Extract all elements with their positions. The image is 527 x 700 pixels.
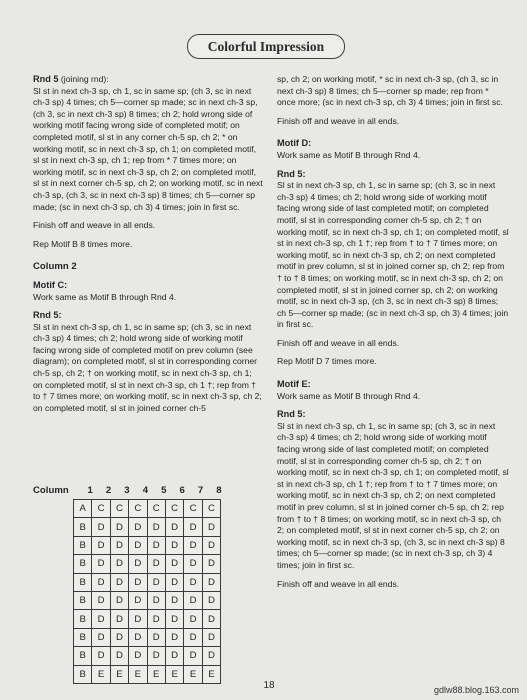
grid-cell: E	[165, 665, 183, 683]
page-number: 18	[263, 680, 275, 691]
finish-text: Finish off and weave in all ends.	[277, 337, 400, 348]
motif-c-heading: Motif C:	[33, 279, 68, 290]
grid-cell: D	[165, 518, 183, 536]
grid-cell: D	[92, 536, 110, 554]
grid-cell: E	[184, 665, 202, 683]
motif-d-text: Work same as Motif B through Rnd 4.	[277, 149, 421, 160]
grid-row	[74, 573, 221, 591]
grid-cell: D	[110, 536, 128, 554]
grid-cell: D	[92, 555, 110, 573]
grid-cell: D	[202, 591, 220, 609]
grid-cell: D	[110, 518, 128, 536]
grid-cell: E	[202, 665, 220, 683]
grid-cell: B	[74, 628, 92, 646]
grid-cell: D	[92, 518, 110, 536]
grid-row	[74, 647, 221, 665]
grid-cell: C	[184, 500, 202, 518]
grid-cell: B	[74, 555, 92, 573]
grid-cell: D	[147, 628, 165, 646]
left-column	[33, 74, 263, 414]
column-number: 1	[87, 484, 93, 496]
grid-row	[74, 591, 221, 609]
grid-cell: D	[92, 647, 110, 665]
motif-e-heading: Motif E:	[277, 379, 311, 390]
grid-cell: D	[129, 647, 147, 665]
grid-cell: D	[129, 591, 147, 609]
grid-cell: D	[165, 573, 183, 591]
grid-cell: D	[202, 518, 220, 536]
diagram-column-header	[33, 483, 228, 497]
grid-cell: B	[74, 518, 92, 536]
column-number: 7	[197, 484, 204, 496]
grid-cell: D	[165, 647, 183, 665]
grid-cell: D	[184, 591, 202, 609]
motif-grid	[73, 499, 221, 684]
grid-cell: A	[74, 500, 92, 518]
grid-row	[74, 500, 221, 518]
right-column	[277, 74, 509, 590]
grid-cell: D	[110, 647, 128, 665]
grid-cell: D	[129, 610, 147, 628]
rnd5-instructions: Sl st in next ch-3 sp, ch 1, sc in same sp; (ch 3, sc in next ch-3 sp) 4 times; ch 5—corner sp made; sc in next ch-3 sp, (ch 3, sc in next ch-3 sp) 8 times; ch 2; hold wrong side of working motif facing wrong side of completed motif; on completed motif, sl st in any corner ch-5 sp, ch 2; * on working motif, sc in next ch-3 sp, ch 1; on completed motif, sl st in next ch-3 sp, ch 1; rep from * 7 times more; on working motif, sc in next ch-3 sp, ch 2; on completed motif, sl st in next corner ch-5 sp, ch 2; on working motif, sc in next ch-3 sp, (ch 3, sc in next ch-3 sp) 8 times; ch 5—corner sp made; (sc in next ch-3 sp, ch 3) 4 times; join in first sc.	[33, 85, 263, 212]
column-number: 5	[161, 484, 167, 496]
grid-row	[74, 555, 221, 573]
grid-cell: D	[202, 628, 220, 646]
grid-cell: D	[92, 628, 110, 646]
grid-cell: C	[147, 500, 165, 518]
motif-e-text: Work same as Motif B through Rnd 4.	[277, 390, 421, 401]
grid-cell: D	[147, 573, 165, 591]
grid-cell: D	[147, 518, 165, 536]
grid-cell: D	[165, 555, 183, 573]
grid-cell: D	[110, 628, 128, 646]
rnd5-e-heading: Rnd 5:	[277, 409, 306, 420]
grid-cell: B	[74, 536, 92, 554]
grid-cell: D	[165, 628, 183, 646]
grid-cell: C	[92, 500, 110, 518]
grid-cell: C	[165, 500, 183, 518]
grid-cell: D	[110, 591, 128, 609]
grid-cell: D	[202, 573, 220, 591]
column-number: 3	[124, 484, 130, 496]
motif-d-heading: Motif D:	[277, 138, 312, 149]
column-number: 2	[105, 484, 112, 496]
column-number: 4	[142, 484, 149, 496]
grid-cell: D	[147, 647, 165, 665]
grid-cell: D	[165, 610, 183, 628]
grid-cell: D	[92, 591, 110, 609]
grid-cell: E	[92, 665, 110, 683]
grid-cell: E	[110, 665, 128, 683]
grid-cell: D	[184, 573, 202, 591]
grid-cell: B	[74, 591, 92, 609]
assembly-diagram	[33, 483, 228, 684]
grid-cell: D	[184, 536, 202, 554]
finish-text: Finish off and weave in all ends.	[277, 578, 400, 589]
rnd5-d-heading: Rnd 5:	[277, 168, 306, 179]
rnd5-c-instructions: Sl st in next ch-3 sp, ch 1, sc in same sp; (ch 3, sc in next ch-3 sp) 4 times; ch 2; hold wrong side of working motif facing wrong side of completed motif on prev column (see diagram); on completed motif, sl st in corresponding corner ch-5 sp, ch 2; † on working motif, sc in next ch-3 sp, ch 1; on completed motif, sl st in next ch-3 sp, ch 1 †; rep from † to † 7 times more; on working motif, sc in next ch-3 sp, ch 2; on completed motif, sl st in joined corner ch-5	[33, 321, 262, 413]
grid-cell: D	[202, 536, 220, 554]
diagram-column-label: Column	[33, 484, 69, 496]
grid-cell: D	[184, 555, 202, 573]
grid-cell: D	[165, 591, 183, 609]
repeat-text: Rep Motif D 7 times more.	[277, 356, 377, 367]
grid-cell: D	[202, 555, 220, 573]
grid-cell: C	[129, 500, 147, 518]
continued-text: sp, ch 2; on working motif, * sc in next ch-3 sp, (ch 3, sc in next ch-3 sp) 8 times; ch 5—corner sp made; rep from * once more; (sc in next ch-3 sp, ch 3) 4 times; join in first sc.	[277, 74, 503, 108]
grid-cell: E	[129, 665, 147, 683]
grid-cell: D	[110, 555, 128, 573]
grid-cell: D	[147, 591, 165, 609]
page-title: Colorful Impression	[187, 34, 345, 59]
watermark: gdlw88.blog.163.com	[433, 685, 519, 695]
rnd5-d-instructions: Sl st in next ch-3 sp, ch 1, sc in same sp; (ch 3, sc in next ch-3 sp) 4 times; ch 2; hold wrong side of working motif facing wrong side of last completed motif; on completed motif, sl st in corresponding corner ch-5 sp, ch 2; † on working motif, sc in next ch-3 sp, ch 1; on completed motif, sl st in next ch-3 sp, ch 1 †; rep from † to † 7 times more; on working motif, sc in next ch-3 sp, ch 2; on next completed motif in prev column, sl st in joined corner sp, ch 2; rep from † to † 8 times; on working motif, sc in next ch-3 sp, ch 2; on completed motif, sl st in joined corner sp, ch 2; on working motif, sc in next ch-3 sp, (ch 3, sc in next ch-3 sp) 8 times; ch 5—corner sp made; (sc in next ch-3 sp, ch 3) 4 times; join in first sc.	[277, 180, 509, 330]
grid-cell: D	[184, 647, 202, 665]
column-number: 8	[216, 484, 222, 496]
grid-cell: D	[129, 573, 147, 591]
column2-heading: Column 2	[33, 261, 77, 273]
grid-cell: D	[147, 555, 165, 573]
grid-cell: D	[110, 610, 128, 628]
grid-cell: D	[129, 536, 147, 554]
grid-cell: D	[129, 628, 147, 646]
grid-row	[74, 610, 221, 628]
rnd5-c-heading: Rnd 5:	[33, 310, 62, 321]
repeat-text: Rep Motif B 8 times more.	[33, 238, 133, 249]
grid-cell: B	[74, 665, 92, 683]
grid-cell: E	[147, 665, 165, 683]
grid-row	[74, 518, 221, 536]
grid-cell: D	[184, 518, 202, 536]
grid-cell: D	[92, 610, 110, 628]
grid-row	[74, 665, 221, 683]
grid-row	[74, 536, 221, 554]
grid-cell: C	[110, 500, 128, 518]
grid-cell: D	[184, 610, 202, 628]
grid-cell: D	[165, 536, 183, 554]
grid-cell: D	[184, 628, 202, 646]
grid-cell: B	[74, 610, 92, 628]
rnd5-heading: Rnd 5 (joining rnd):	[33, 74, 109, 84]
finish-text: Finish off and weave in all ends.	[277, 115, 400, 126]
motif-c-text: Work same as Motif B through Rnd 4.	[33, 291, 177, 302]
finish-text: Finish off and weave in all ends.	[33, 220, 156, 231]
grid-cell: D	[202, 610, 220, 628]
grid-cell: B	[74, 647, 92, 665]
grid-cell: D	[92, 573, 110, 591]
grid-row	[74, 628, 221, 646]
grid-cell: D	[129, 518, 147, 536]
grid-cell: D	[147, 536, 165, 554]
rnd5-e-instructions: Sl st in next ch-3 sp, ch 1, sc in same sp; (ch 3, sc in next ch-3 sp) 4 times; ch 2; hold wrong side of working motif facing wrong side of last completed motif; on completed motif, sl st in corresponding corner ch-5 sp, ch 2; † on working motif, sc in next ch-3 sp, ch 1; on completed motif, sl st in next ch-3 sp, ch 1 †; rep from † to † 7 times more; on working motif, sc in next ch-3 sp, ch 2; on next completed motif in prev column, sl st in joined corner ch-5 sp, ch 2; rep from † to † 8 times; on working motif, sc in next ch-3 sp, ch 2; on completed motif, sl st in next corner ch-5 sp, ch 2; on working motif, sc in next ch-3 sp, (ch 3, sc in next ch-3 sp) 8 times; ch 5—corner sp made; (sc in next ch-3 sp, ch 3) 4 times; join in first sc.	[277, 420, 509, 570]
grid-cell: D	[147, 610, 165, 628]
grid-cell: D	[129, 555, 147, 573]
grid-cell: D	[110, 573, 128, 591]
grid-cell: B	[74, 573, 92, 591]
column-number: 6	[179, 484, 185, 496]
grid-cell: C	[202, 500, 220, 518]
grid-cell: D	[202, 647, 220, 665]
